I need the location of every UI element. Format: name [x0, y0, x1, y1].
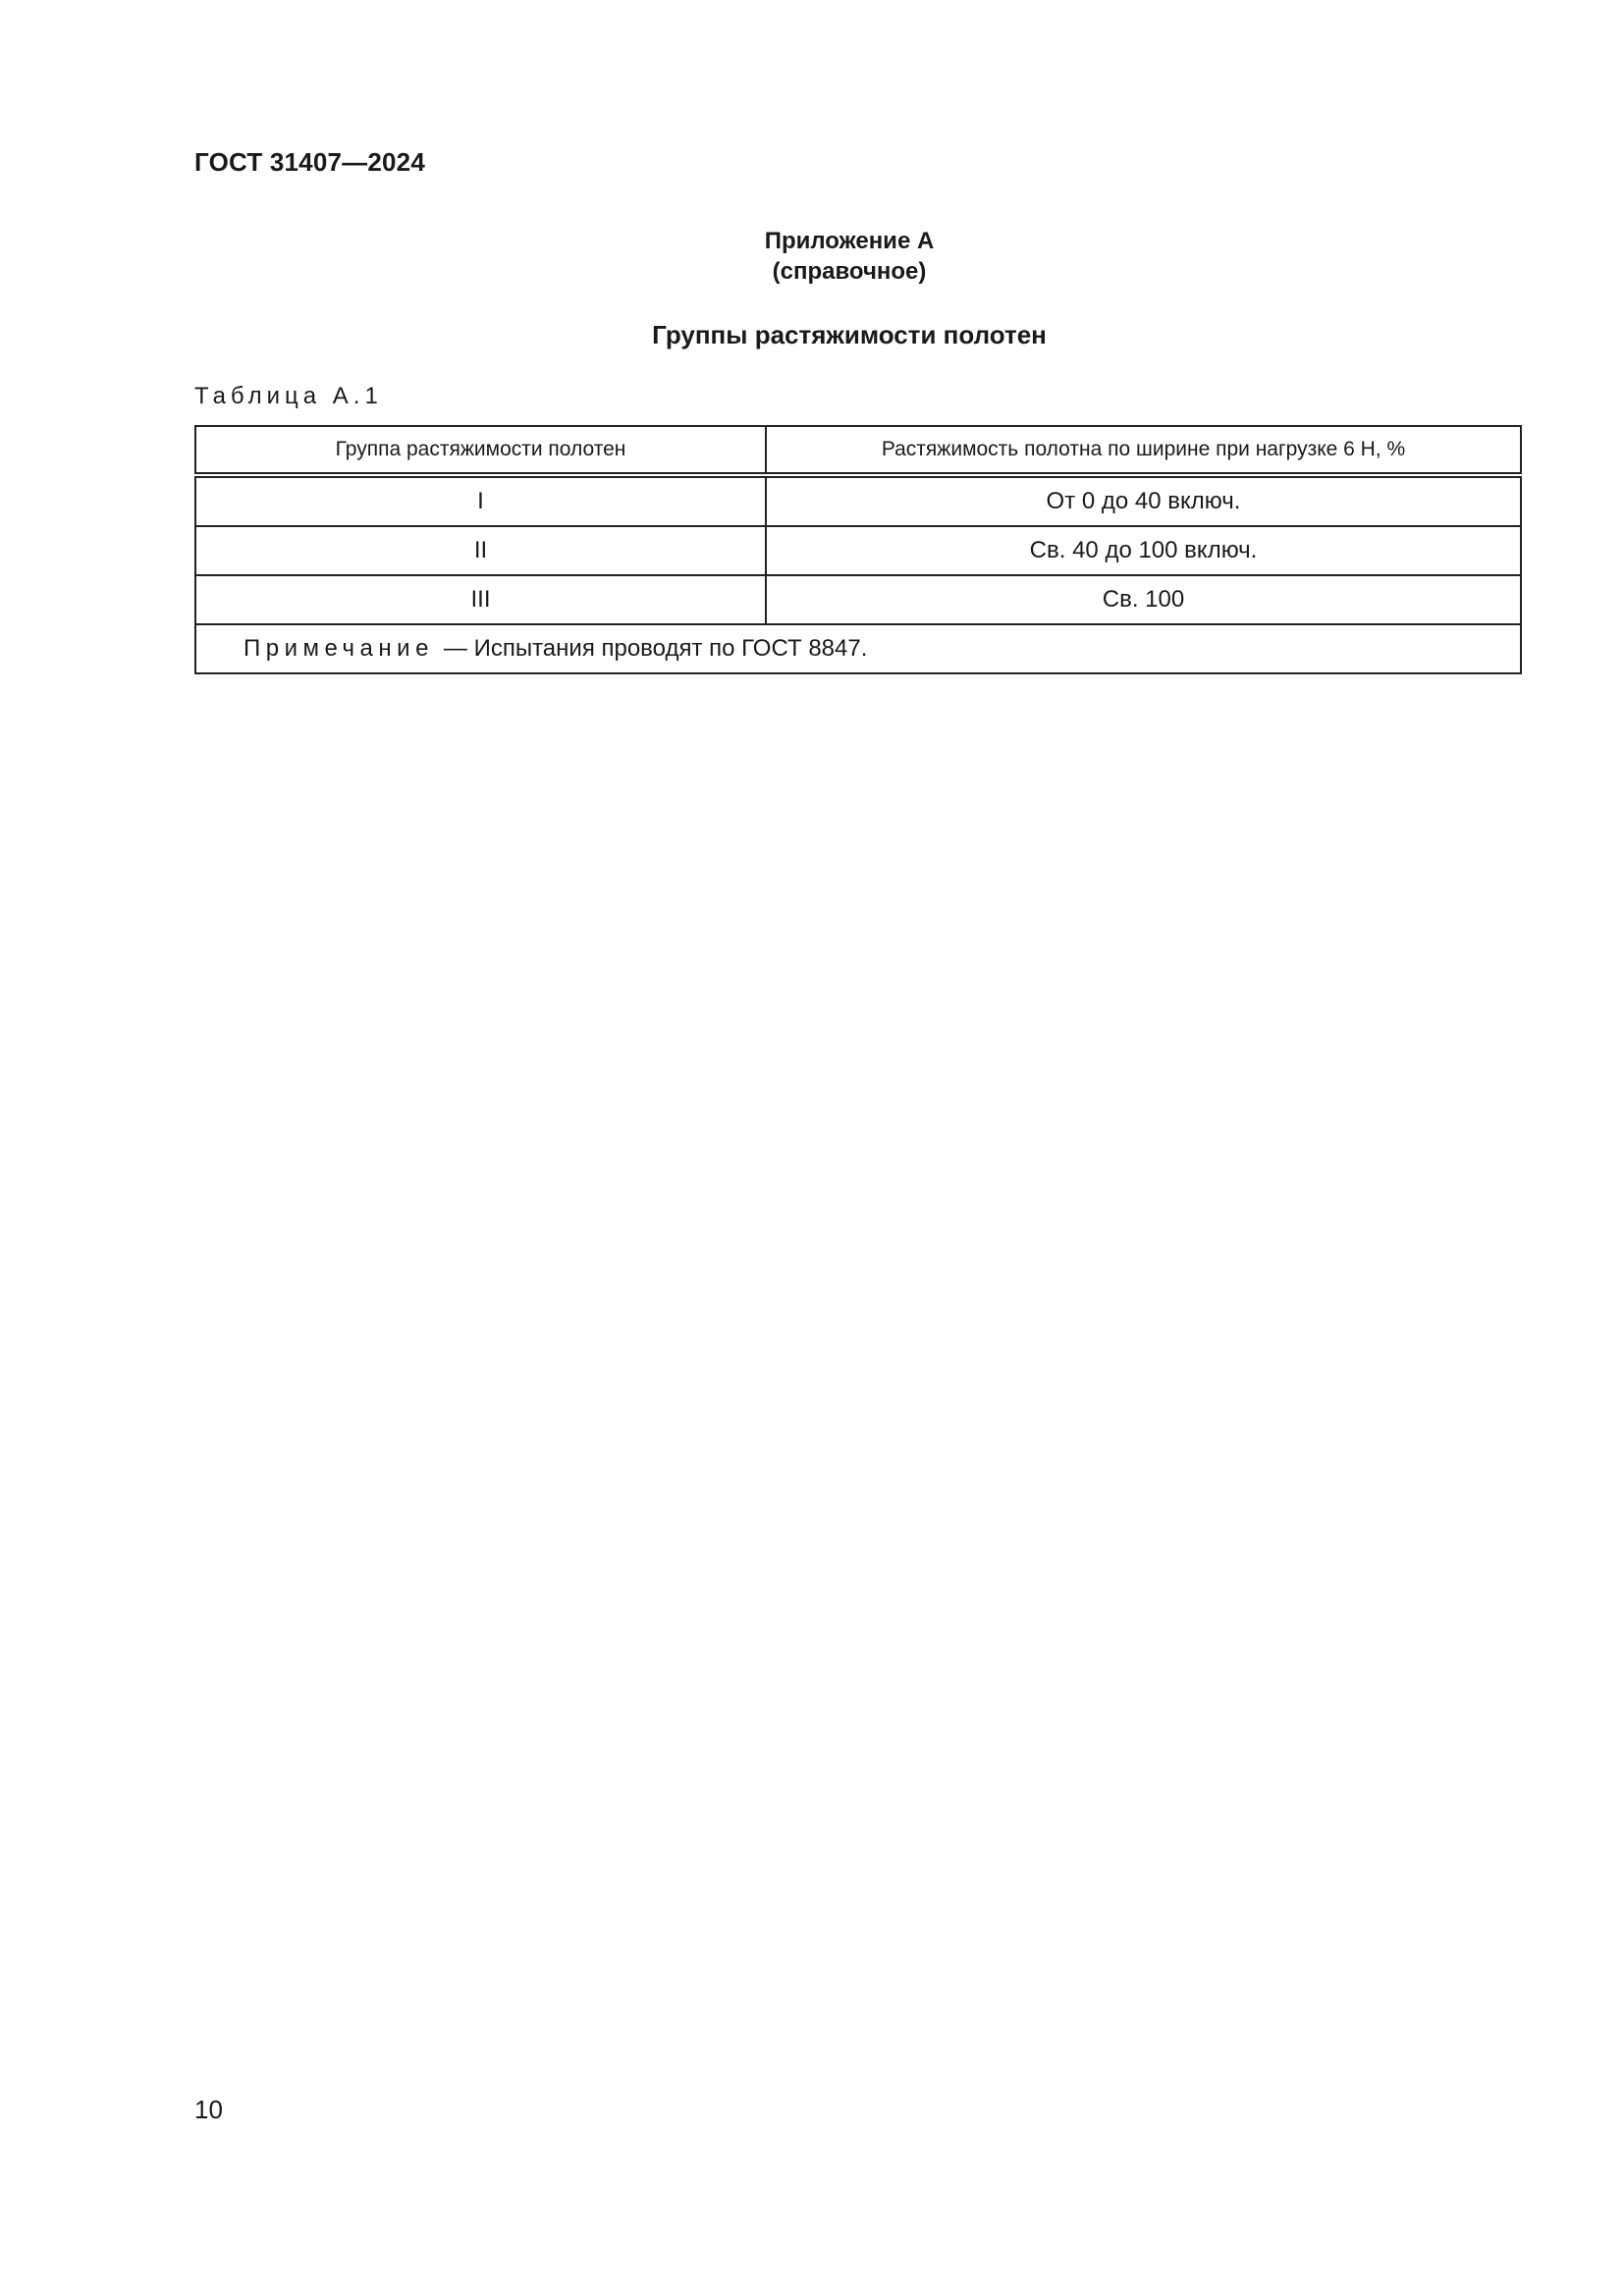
table-cell-group: II — [195, 526, 766, 575]
note-label: Примечание — [244, 635, 434, 662]
page-number: 10 — [194, 2095, 223, 2124]
table-cell-stretch: От 0 до 40 включ. — [766, 475, 1521, 526]
column-header-group: Группа растяжимости полотен — [195, 426, 766, 475]
table-cell-stretch: Св. 100 — [766, 575, 1521, 624]
table-header-row — [195, 426, 1521, 475]
table-container — [194, 425, 1522, 674]
note-text: — Испытания проводят по ГОСТ 8847. — [443, 635, 868, 662]
document-code: ГОСТ 31407—2024 — [194, 147, 425, 177]
appendix-heading — [0, 226, 1624, 287]
appendix-kind: (справочное) — [772, 258, 927, 285]
section-title: Группы растяжимости полотен — [652, 320, 1047, 349]
table-caption: Таблица А.1 — [194, 383, 383, 409]
table-note-row — [195, 624, 1521, 673]
table-cell-group: I — [195, 475, 766, 526]
table-cell-group: III — [195, 575, 766, 624]
table-row — [195, 475, 1521, 526]
column-header-stretch: Растяжимость полотна по ширине при нагрузке 6 Н, % — [766, 426, 1521, 475]
stretch-groups-table — [194, 425, 1522, 674]
table-row — [195, 526, 1521, 575]
table-cell-stretch: Св. 40 до 100 включ. — [766, 526, 1521, 575]
table-row — [195, 575, 1521, 624]
appendix-title: Приложение А — [764, 228, 935, 254]
table-note — [195, 624, 1521, 673]
